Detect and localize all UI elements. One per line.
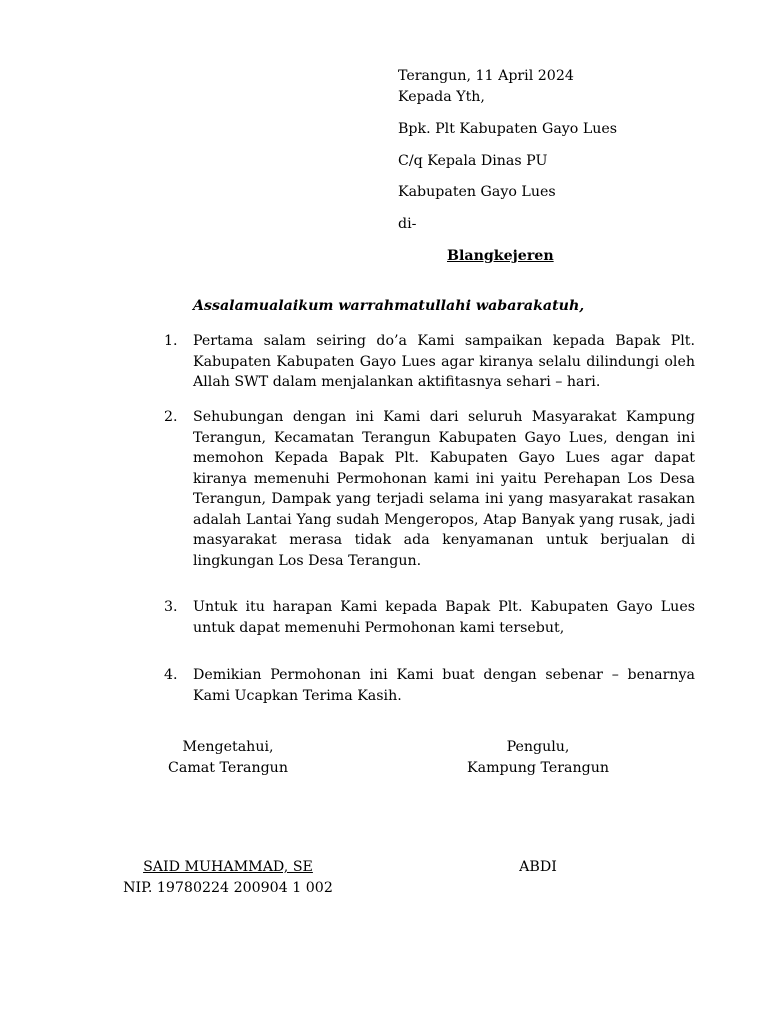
signature-block-right xyxy=(438,737,638,778)
list-item-text: Demikian Permohonan ini Kami buat dengan sebenar – benarnya Kami Ucapkan Terima Kasih. xyxy=(193,667,695,704)
list-item-text: Untuk itu harapan Kami kepada Bapak Plt. Kabupaten Gayo Lues untuk dapat memenuhi Permohonan kami tersebut, xyxy=(193,599,695,636)
list-item xyxy=(164,597,695,638)
recipient-line-1: Bpk. Plt Kabupaten Gayo Lues xyxy=(398,121,618,137)
list-item-text: Sehubungan dengan ini Kami dari seluruh Masyarakat Kampung Terangun, Kecamatan Terangun Kabupaten Gayo Lues, dengan ini memohon Kepada Bapak Plt. Kabupaten Gayo Lues agar dapat kiranya memenuhi Permohonan kami ini yaitu Perehapan Los Desa Terangun, Dampak yang terjadi selama ini yang masyarakat rasakan adalah Lantai Yang sudah Mengeropos, Atap Banyak yang rusak, jadi masyarakat merasa tidak ada kenyamanan untuk berjualan di lingkungan Los Desa Terangun. xyxy=(193,409,695,569)
greeting: Assalamualaikum warrahmatullahi wabarakatuh, xyxy=(193,298,585,314)
signature-block-left xyxy=(128,737,328,778)
signatory-left xyxy=(110,857,346,898)
list-item-number: 3. xyxy=(164,599,178,615)
place-date: Terangun, 11 April 2024 xyxy=(398,68,574,84)
signatory-right-name: ABDI xyxy=(519,859,557,875)
recipient-di: di- xyxy=(398,216,417,232)
signature-left-line-2: Camat Terangun xyxy=(168,759,288,776)
recipient-line-2: C/q Kepala Dinas PU xyxy=(398,153,548,169)
list-item xyxy=(164,665,695,706)
recipient-line-3: Kabupaten Gayo Lues xyxy=(398,184,556,200)
list-item xyxy=(164,331,695,393)
signature-right-line-1: Pengulu, xyxy=(506,739,570,755)
list-item-text: Pertama salam seiring do’a Kami sampaikan kepada Bapak Plt. Kabupaten Kabupaten Gayo Lues agar kiranya selalu dilindungi oleh Allah SWT dalam menjalankan aktifitasnya sehari – hari. xyxy=(193,333,695,390)
recipient-city: Blangkejeren xyxy=(447,248,554,264)
list-item-number: 4. xyxy=(164,667,178,683)
signatory-left-nip: NIP. 19780224 200904 1 002 xyxy=(123,879,333,896)
list-item-number: 1. xyxy=(164,333,178,349)
list-item-number: 2. xyxy=(164,409,178,425)
signature-right-line-2: Kampung Terangun xyxy=(467,759,609,776)
signatory-left-name: SAID MUHAMMAD, SE xyxy=(143,859,313,875)
signature-left-line-1: Mengetahui, xyxy=(182,739,274,755)
salutation: Kepada Yth, xyxy=(398,89,485,105)
signatory-right xyxy=(488,857,588,878)
list-item xyxy=(164,407,695,571)
